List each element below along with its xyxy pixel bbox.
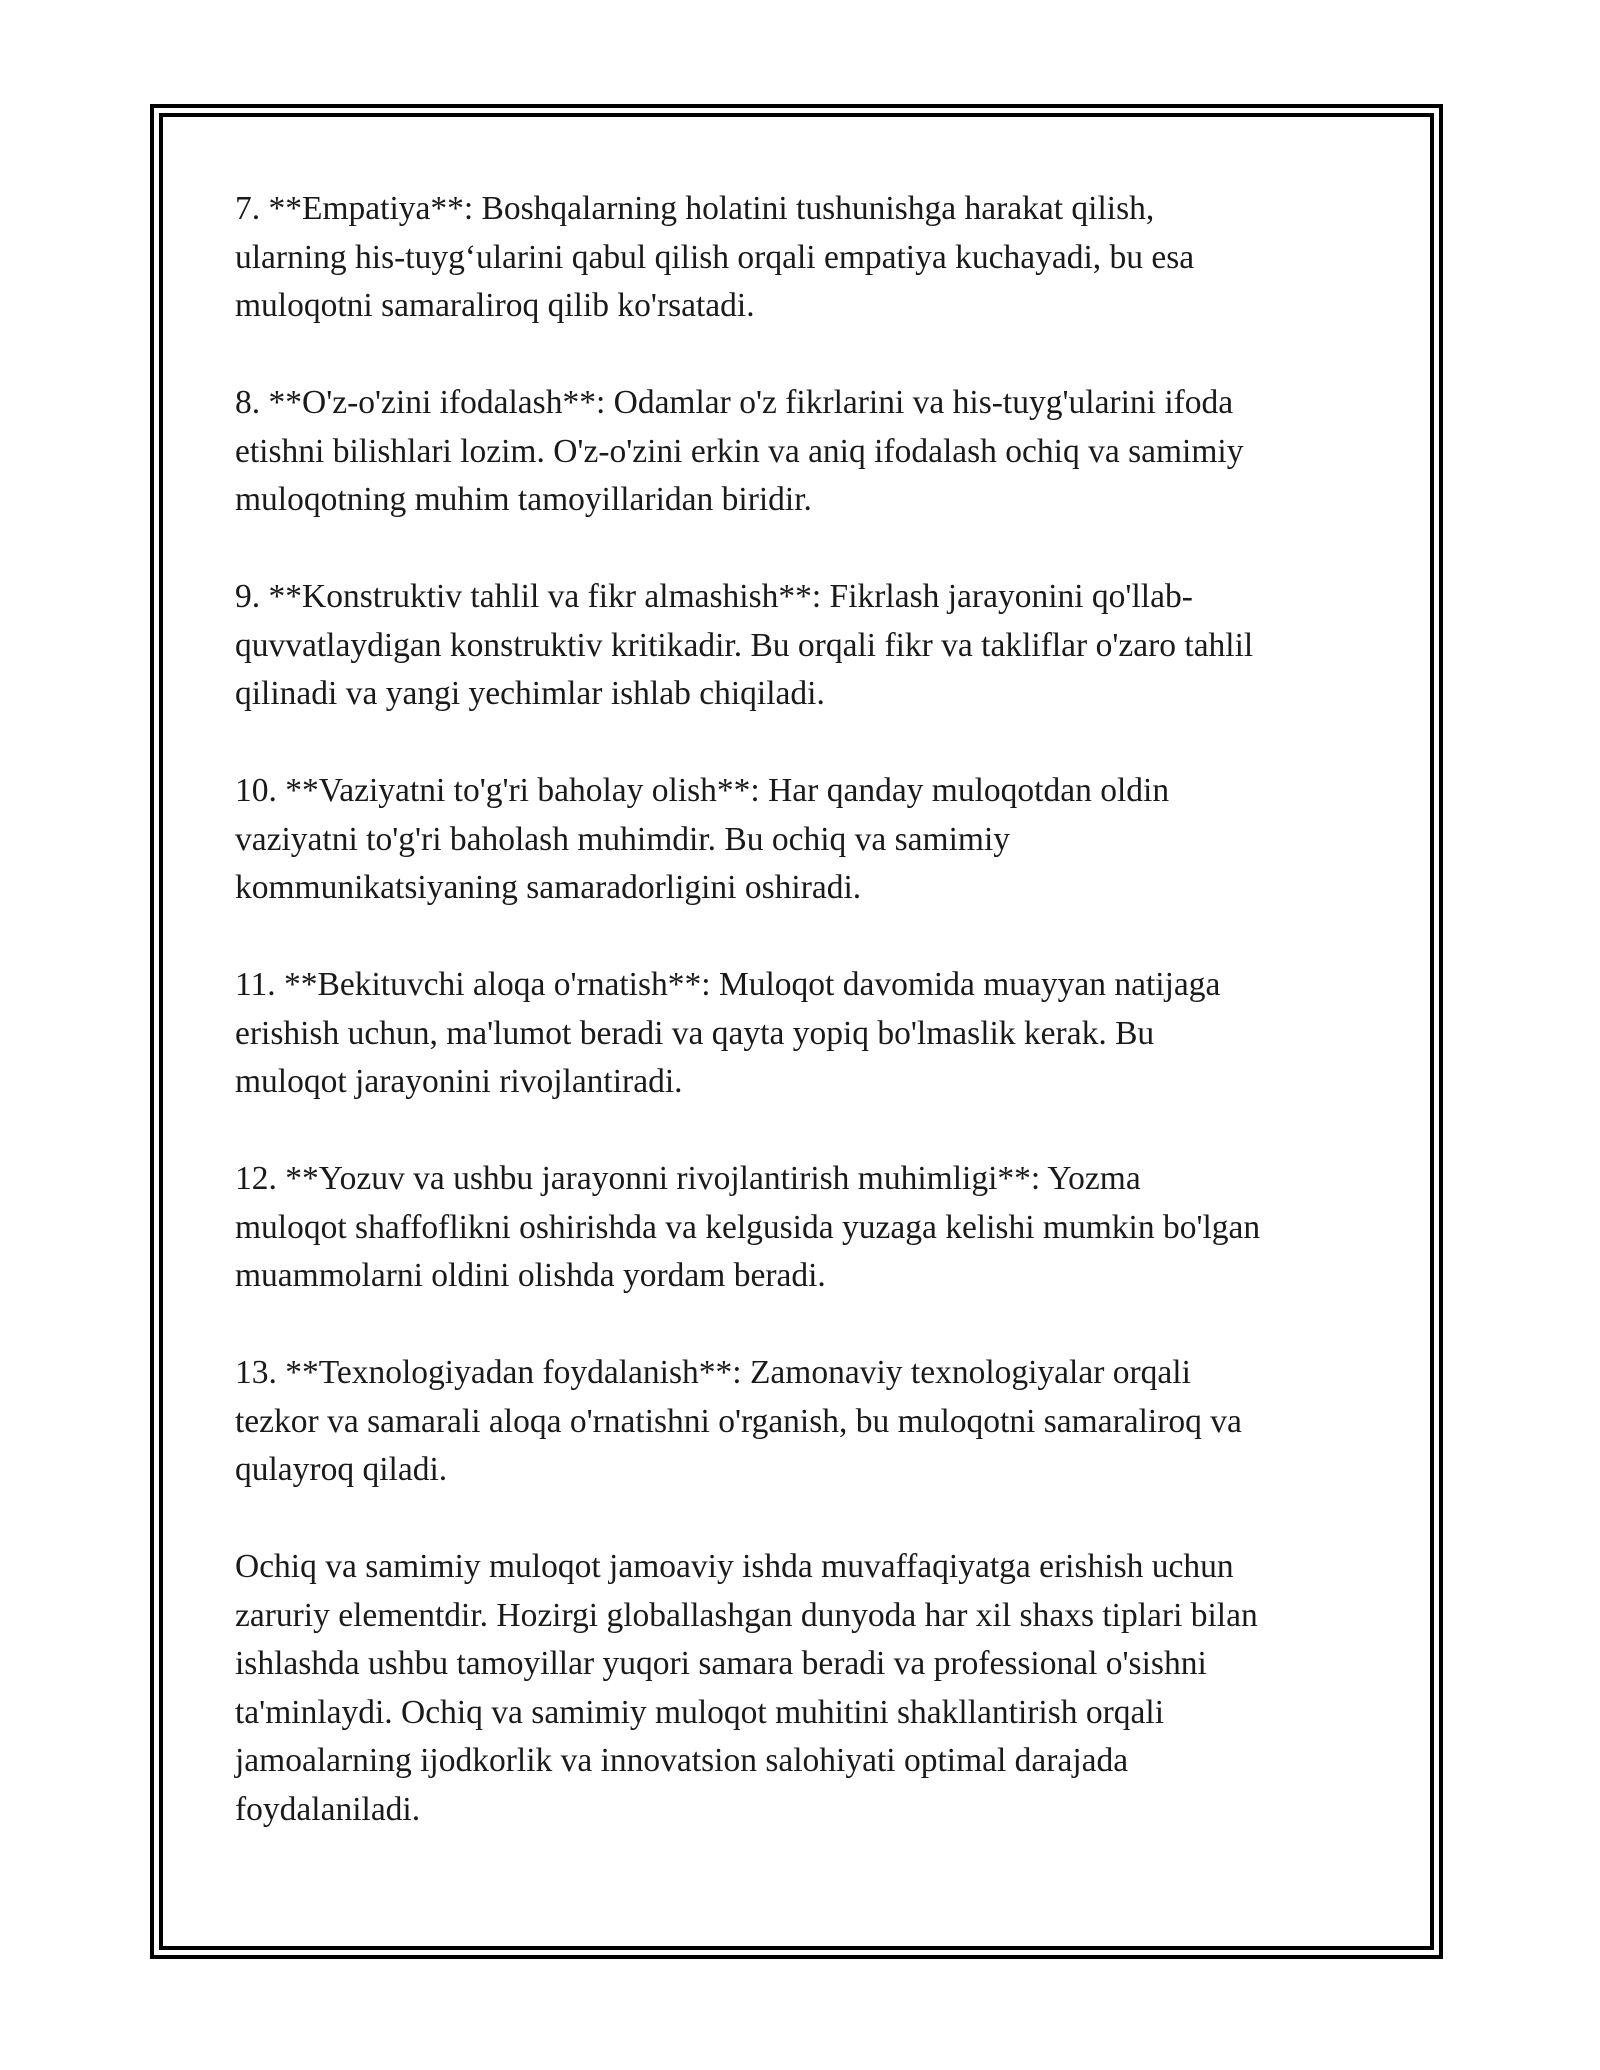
paragraph-item-10 bbox=[235, 767, 1375, 913]
text-line: erishish uchun, ma'lumot beradi va qayta yopiq bo'lmaslik kerak. Bu bbox=[235, 1014, 1155, 1052]
text-line: tezkor va samarali aloqa o'rnatishni o'rganish, bu muloqotni samaraliroq va bbox=[235, 1402, 1242, 1440]
paragraph-item-13 bbox=[235, 1349, 1375, 1495]
paragraph-item-9 bbox=[235, 573, 1375, 719]
text-line: 13. **Texnologiyadan foydalanish**: Zamonaviy texnologiyalar orqali bbox=[235, 1354, 1191, 1391]
text-line: muloqotning muhim tamoyillaridan biridir. bbox=[235, 481, 812, 518]
text-line: jamoalarning ijodkorlik va innovatsion salohiyati optimal darajada bbox=[235, 1742, 1129, 1779]
document-body bbox=[235, 185, 1375, 1834]
text-line: 12. **Yozuv va ushbu jarayonni rivojlantirish muhimligi**: Yozma bbox=[235, 1160, 1141, 1197]
paragraph-item-12 bbox=[235, 1155, 1375, 1301]
text-line: 8. **O'z-o'zini ifodalash**: Odamlar o'z fikrlarini va his-tuyg'ularini ifoda bbox=[235, 384, 1234, 421]
text-line: muloqot shaffoflikni oshirishda va kelgusida yuzaga kelishi mumkin bo'lgan bbox=[235, 1208, 1261, 1246]
text-line: kommunikatsiyaning samaradorligini oshiradi. bbox=[235, 869, 862, 906]
text-line: zaruriy elementdir. Hozirgi globallashgan dunyoda har xil shaxs tiplari bilan bbox=[235, 1596, 1258, 1634]
text-line: qulayroq qiladi. bbox=[235, 1451, 448, 1488]
text-line: vaziyatni to'g'ri baholash muhimdir. Bu ochiq va samimiy bbox=[235, 820, 1011, 858]
paragraph-item-8 bbox=[235, 379, 1375, 525]
text-line: 7. **Empatiya**: Boshqalarning holatini tushunishga harakat qilish, bbox=[235, 190, 1155, 227]
text-line: 11. **Bekituvchi aloqa o'rnatish**: Muloqot davomida muayyan natijaga bbox=[235, 966, 1221, 1003]
text-line: muammolarni oldini olishda yordam beradi. bbox=[235, 1257, 826, 1294]
paragraph-item-11 bbox=[235, 961, 1375, 1107]
text-line: foydalaniladi. bbox=[235, 1790, 421, 1828]
conclusion-paragraph bbox=[235, 1543, 1375, 1834]
text-line: etishni bilishlari lozim. O'z-o'zini erkin va aniq ifodalash ochiq va samimiy bbox=[235, 432, 1244, 470]
text-line: Ochiq va samimiy muloqot jamoaviy ishda muvaffaqiyatga erishish uchun bbox=[235, 1548, 1234, 1585]
text-line: 9. **Konstruktiv tahlil va fikr almashish**: Fikrlash jarayonini qo'llab- bbox=[235, 578, 1193, 615]
text-line: ishlashda ushbu tamoyillar yuqori samara beradi va professional o'sishni bbox=[235, 1645, 1207, 1682]
text-line: ularning his-tuyg‘ularini qabul qilish orqali empatiya kuchayadi, bu esa bbox=[235, 238, 1195, 276]
text-line: muloqot jarayonini rivojlantiradi. bbox=[235, 1063, 683, 1100]
text-line: muloqotni samaraliroq qilib ko'rsatadi. bbox=[235, 287, 755, 324]
text-line: ta'minlaydi. Ochiq va samimiy muloqot muhitini shakllantirish orqali bbox=[235, 1693, 1165, 1731]
text-line: quvvatlaydigan konstruktiv kritikadir. Bu orqali fikr va takliflar o'zaro tahlil bbox=[235, 626, 1254, 664]
paragraph-item-7 bbox=[235, 185, 1375, 331]
text-line: 10. **Vaziyatni to'g'ri baholay olish**: Har qanday muloqotdan oldin bbox=[235, 772, 1170, 809]
text-line: qilinadi va yangi yechimlar ishlab chiqiladi. bbox=[235, 675, 825, 712]
